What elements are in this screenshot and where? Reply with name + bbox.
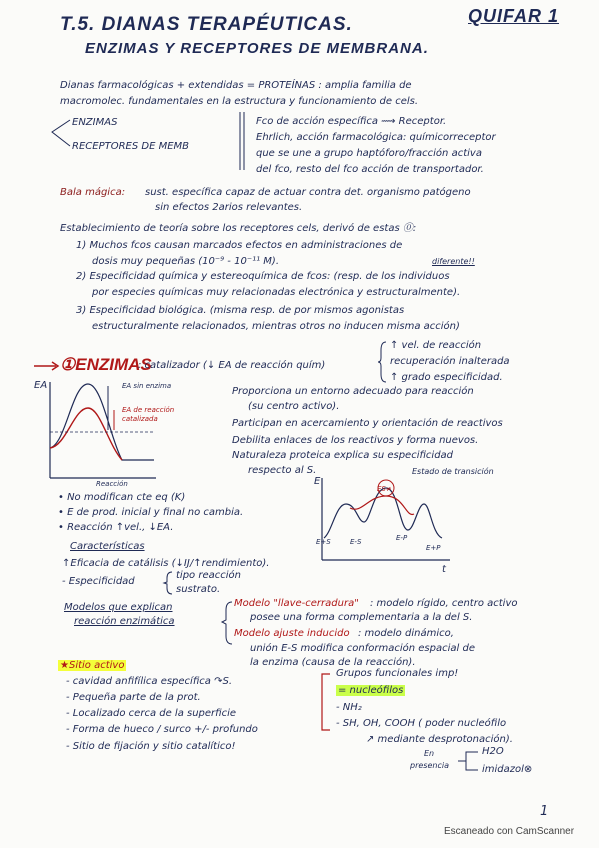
enzimas-def: : catalizador (↓ EA de reacción quím) [138, 360, 326, 371]
graph2-l4: E+P [426, 544, 441, 552]
modelo-2-text: : modelo dinámico, [358, 628, 454, 639]
caract-2a: tipo reacción [176, 570, 241, 581]
modelos-label-1: Modelos que explican [64, 602, 173, 613]
estab-line-1: Establecimiento de teoría sobre los receptores cels, derivó de estas ⓪: [60, 223, 417, 234]
course-tag: QUIFAR 1 [468, 6, 560, 26]
caract-brace [164, 570, 174, 596]
graph1-label-con2: catalizada [122, 415, 158, 423]
intro-right-2: Ehrlich, acción farmacológica: químicorreceptor [256, 132, 496, 143]
grupos-3: ↗ mediante desprotonación). [366, 734, 513, 745]
enzimas-brace-1: ↑ vel. de reacción [390, 340, 482, 351]
mech-bullet-2: Participan en acercamiento y orientación de reactivos [232, 418, 503, 429]
graph1-curve-con-enzima [50, 408, 122, 460]
modelo-1-text-2: posee una forma complementaria a la del S. [250, 612, 473, 623]
mech-bullet-3: Debilita enlaces de los reactivos y forma nuevos. [232, 435, 479, 446]
mech-bullet-4: Naturaleza proteica explica su especificidad [232, 450, 454, 461]
mech-bullet-1: Proporciona un entorno adecuado para reacción [232, 386, 474, 397]
grupos-bracket [318, 672, 332, 732]
graph2-es-label: ES≠ [377, 485, 392, 493]
graph2-x-label: t [442, 564, 446, 575]
modelos-label-2: reacción enzimática [74, 616, 175, 627]
sitio-5: - Sitio de fijación y sitio catalítico! [66, 741, 236, 752]
note-2: • E de prod. inicial y final no cambia. [58, 507, 244, 518]
modelo-1-text: : modelo rígido, centro activo [370, 598, 518, 609]
grupos-title: Grupos funcionales imp! [336, 668, 459, 679]
estab-p2a: 2) Especificidad química y estereoquímica de fcos: (resp. de los individuos [76, 271, 450, 282]
estab-p3b: estructuralmente relacionados, mientras otros no inducen misma acción) [92, 321, 460, 332]
enzimas-brace [378, 340, 388, 384]
graph2-l2: E-S [350, 538, 362, 546]
note-1: • No modifican cte eq (K) [58, 492, 186, 503]
grupos-2: - SH, OH, COOH ( poder nucleófilo [336, 718, 507, 729]
intro-line-2: macromolec. fundamentales en la estructura y funcionamiento de cels. [60, 96, 419, 107]
energy-diagram-1 [36, 378, 236, 488]
energy-diagram-2 [310, 474, 460, 574]
graph1-label-sin: EA sin enzima [122, 382, 172, 390]
graph1-x-label: Reacción [96, 480, 128, 488]
grupos-h2o: H2O [482, 746, 504, 757]
mech-bullet-4b: respecto al S. [248, 465, 317, 476]
graph2-curve-red [350, 496, 414, 514]
double-bar-divider [238, 112, 246, 172]
modelos-brace [222, 600, 234, 646]
modelo-2-text-3: la enzima (causa de la reacción). [250, 657, 416, 668]
grupos-presencia: presencia [410, 761, 449, 770]
page-title-line1: T.5. DIANAS TERAPÉUTICAS. [60, 14, 353, 35]
graph2-y-label: E [314, 476, 321, 487]
graph1-y-label: EA [34, 380, 48, 391]
graph2-state-label: Estado de transición [412, 467, 494, 476]
intro-enzimas: ENZIMAS [72, 117, 118, 128]
bala-label: Bala mágica: [60, 187, 126, 198]
modelo-1-title: Modelo "llave-cerradura" [234, 598, 359, 609]
grupos-nucleofilos [336, 685, 405, 697]
note-3: • Reacción ↑vel., ↓EA. [58, 522, 174, 533]
enzimas-brace-3: ↑ grado especificidad. [390, 372, 503, 383]
graph2-l1: E+S [316, 538, 331, 546]
sitio-heading-text: ★Sitio activo [60, 660, 125, 671]
sitio-1: - cavidad anfifílica específica ↷S. [66, 676, 233, 687]
estab-p1b: dosis muy pequeñas (10⁻⁹ - 10⁻¹¹ M). [92, 256, 279, 267]
caract-heading: Características [70, 541, 145, 552]
sitio-3: - Localizado cerca de la superficie [66, 708, 237, 719]
scanner-watermark: Escaneado con CamScanner [444, 826, 575, 837]
estab-p2-note: diferente!! [432, 257, 475, 266]
intro-branch-lines [48, 114, 72, 154]
graph1-label-con1: EA de reacción [122, 406, 175, 414]
enzimas-brace-2: recuperación inalterada [390, 356, 510, 367]
bala-line-2: sin efectos 2arios relevantes. [155, 202, 303, 213]
intro-right-3: que se une a grupo haptóforo/fracción activa [256, 148, 482, 159]
enzimas-heading: ①ENZIMAS [60, 355, 152, 374]
grupos-en: En [424, 749, 435, 758]
intro-right-1: Fco de acción específica ⟿ Receptor. [256, 116, 447, 127]
modelo-2-text-2: unión E-S modifica conformación espacial de [250, 643, 475, 654]
estab-p1a: 1) Muchos fcos causan marcados efectos en administraciones de [76, 240, 403, 251]
grupos-1: - NH₂ [336, 702, 362, 713]
sitio-2: - Pequeña parte de la prot. [66, 692, 201, 703]
intro-line-1: Dianas farmacológicas + extendidas = PROTEÍNAS : amplia familia de [60, 80, 412, 91]
caract-1: ↑Eficacia de catálisis (↓IJ/↑rendimiento). [62, 558, 270, 569]
caract-2: - Especificidad [62, 576, 135, 587]
intro-right-4: del fco, resto del fco acción de transportador. [256, 164, 484, 175]
presencia-arrows [458, 748, 480, 774]
grupos-nucleofilos-text: = nucleófilos [338, 685, 404, 696]
enzimas-arrow [34, 360, 62, 372]
graph2-l3: E-P [396, 534, 408, 542]
page-title-line2: ENZIMAS Y RECEPTORES DE MEMBRANA. [85, 40, 429, 57]
estab-p2b: por especies químicas muy relacionadas electrónica y estructuralmente). [92, 287, 461, 298]
grupos-imidazol: imidazol⊗ [482, 764, 533, 775]
modelo-2-title: Modelo ajuste inducido [234, 628, 350, 639]
sitio-4: - Forma de hueco / surco +/- profundo [66, 724, 258, 735]
bala-line-1: sust. específica capaz de actuar contra det. organismo patógeno [145, 187, 471, 198]
mech-bullet-1b: (su centro activo). [248, 401, 340, 412]
page-number: 1 [540, 804, 549, 819]
intro-receptores: RECEPTORES DE MEMB [72, 141, 190, 152]
estab-p3a: 3) Especificidad biológica. (misma resp. de por mismos agonistas [76, 305, 405, 316]
caract-2b: sustrato. [176, 584, 221, 595]
sitio-heading [58, 660, 126, 672]
